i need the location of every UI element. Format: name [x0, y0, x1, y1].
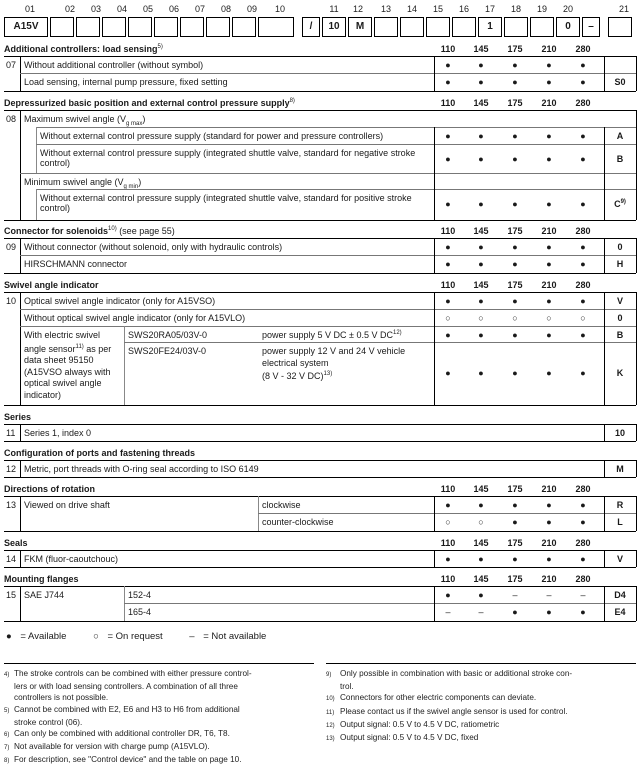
pos-11: 11 — [329, 4, 339, 14]
order-code: L — [617, 517, 623, 527]
size-175: 175 — [507, 280, 523, 290]
mark: ● — [546, 330, 552, 340]
mark: ○ — [546, 313, 552, 323]
mark: ● — [445, 199, 451, 209]
mark: ● — [546, 131, 552, 141]
code-cell-10 — [258, 17, 294, 37]
section-flanges — [4, 574, 636, 624]
size-145: 145 — [473, 98, 489, 108]
footnote: 12) Output signal: 0.5 V to 4.5 V DC, ratiometric — [326, 719, 500, 729]
max-swivel-label: Maximum swivel angle $(V_{g max})$ — [24, 114, 146, 127]
pos-07: 07 — [194, 4, 205, 14]
footnote-separator-left — [4, 663, 314, 664]
flange-label: 152-4 — [128, 590, 152, 600]
section-title: Configuration of ports and fastening threads — [4, 448, 195, 458]
pos-19: 19 — [536, 4, 547, 14]
code-cell-08 — [206, 17, 230, 37]
order-code: 0 — [617, 313, 623, 323]
legend-na-text: = Not available — [203, 631, 267, 642]
mark: ● — [512, 131, 518, 141]
size-210: 210 — [541, 484, 557, 494]
order-code: H — [616, 259, 624, 269]
type-code-row — [4, 17, 632, 37]
mark: ● — [478, 590, 484, 600]
row-label: Without additional controller (without symbol) — [24, 60, 204, 70]
section-swivel-indicator — [4, 280, 636, 408]
row-label: SAE J744 — [24, 590, 65, 600]
footnote-cont: lers or with load sensing controllers. A combination of all three — [14, 682, 238, 692]
order-code: A — [616, 131, 624, 141]
section-load-sensing — [4, 44, 636, 94]
mark: ● — [546, 60, 552, 70]
mark: ○ — [445, 517, 451, 527]
mark: ○ — [580, 313, 586, 323]
row-label: Metric, port threads with O-ring seal according to ISO 6149 — [24, 464, 259, 474]
code-cell-13 — [374, 17, 398, 37]
mark: ● — [546, 296, 552, 306]
mark: ● — [580, 607, 586, 617]
pos-06: 06 — [168, 4, 179, 14]
size-145: 145 — [473, 280, 489, 290]
size-280: 280 — [575, 280, 591, 290]
size-175: 175 — [507, 98, 523, 108]
size-145: 145 — [473, 538, 489, 548]
row-label: Without external control pressure supply (integrated shuttle valve, standard for positive stroke control) — [40, 193, 412, 214]
mark: ● — [546, 500, 552, 510]
mark: ● — [445, 368, 451, 378]
order-code: B — [616, 330, 624, 340]
code-pos20: 0 — [556, 17, 580, 37]
mark: – — [478, 607, 484, 617]
mark: ● — [546, 607, 552, 617]
electric-sensor-label: With electric swivel angle sensor$^{11)}$ as per data sheet 95150 (A15VSO always with optical swivel angle indicator) — [24, 330, 112, 400]
footnote: 13) Output signal: 0.5 V to 4.5 V DC, fixed — [326, 733, 479, 743]
mark: ● — [580, 554, 586, 564]
mark: ● — [546, 554, 552, 564]
row-index: 07 — [6, 60, 17, 70]
sensor-model: SWS20FE24/03V-0 — [128, 346, 207, 356]
row-index: 15 — [6, 590, 17, 600]
order-code: 10 — [614, 428, 625, 438]
mark: ● — [445, 242, 451, 252]
size-280: 280 — [575, 226, 591, 236]
row-label: Without connector (without solenoid, only with hydraulic controls) — [24, 242, 283, 252]
mark: ● — [445, 131, 451, 141]
size-175: 175 — [507, 44, 523, 54]
size-210: 210 — [541, 226, 557, 236]
mark: ● — [445, 500, 451, 510]
row-index: 13 — [6, 500, 17, 510]
mark: ● — [512, 330, 518, 340]
position-numbers — [0, 4, 644, 16]
mark: ● — [512, 199, 518, 209]
mark: ● — [478, 131, 484, 141]
mark: ● — [478, 60, 484, 70]
flange-label: 165-4 — [128, 607, 152, 617]
mark: ● — [580, 77, 586, 87]
size-175: 175 — [507, 484, 523, 494]
pos-18: 18 — [510, 4, 521, 14]
legend — [6, 632, 406, 643]
code-slash: / — [302, 17, 320, 37]
row-label: HIRSCHMANN connector — [24, 259, 128, 269]
min-swivel-label: Minimum swivel angle $(V_{g min})$ — [24, 177, 142, 190]
row-index: 08 — [6, 114, 17, 124]
code-cell-04 — [102, 17, 126, 37]
mark: ● — [546, 368, 552, 378]
size-145: 145 — [473, 226, 489, 236]
mark: ● — [580, 517, 586, 527]
legend-available-symbol: ● — [6, 631, 12, 642]
size-175: 175 — [507, 574, 523, 584]
mark: ● — [512, 554, 518, 564]
code-pos17: 1 — [478, 17, 502, 37]
sensor-supply: power supply 12 V and 24 V vehicle electrical system (8 V - 32 V DC)$^{13)}$ — [262, 346, 406, 381]
size-280: 280 — [575, 574, 591, 584]
pos-16: 16 — [458, 4, 469, 14]
footnote: 7) Not available for version with charge pump (A15VLO). — [4, 742, 210, 752]
mark: ● — [512, 259, 518, 269]
size-280: 280 — [575, 484, 591, 494]
code-cell-07 — [180, 17, 204, 37]
mark: ● — [478, 296, 484, 306]
size-110: 110 — [440, 538, 456, 548]
mark: – — [445, 607, 451, 617]
rotation-label: clockwise — [262, 500, 301, 510]
order-code: V — [616, 296, 623, 306]
pos-12: 12 — [352, 4, 363, 14]
section-ports — [4, 448, 636, 480]
legend-na-symbol: – — [189, 631, 195, 642]
mark: ● — [512, 77, 518, 87]
mark: ● — [478, 242, 484, 252]
size-110: 110 — [440, 44, 456, 54]
code-cell-06 — [154, 17, 178, 37]
mark: – — [546, 590, 552, 600]
section-title: Seals — [4, 538, 28, 548]
code-cell-03 — [76, 17, 100, 37]
mark: ● — [478, 199, 484, 209]
pos-15: 15 — [432, 4, 443, 14]
pos-13: 13 — [380, 4, 391, 14]
pos-01: 01 — [24, 4, 35, 14]
mark: ● — [445, 77, 451, 87]
mark: ● — [512, 242, 518, 252]
mark: – — [580, 590, 586, 600]
size-210: 210 — [541, 280, 557, 290]
pos-17: 17 — [484, 4, 495, 14]
pos-03: 03 — [90, 4, 101, 14]
code-series-no: 10 — [322, 17, 346, 37]
row-index: 12 — [6, 464, 17, 474]
mark: ○ — [478, 313, 484, 323]
rotation-label: counter-clockwise — [262, 517, 334, 527]
mark: ● — [478, 368, 484, 378]
footnote: 10) Connectors for other electric components can deviate. — [326, 693, 537, 703]
mark: ● — [445, 154, 451, 164]
mark: ● — [478, 77, 484, 87]
order-code: B — [616, 154, 624, 164]
code-cell-21 — [608, 17, 632, 37]
footnote: 4) The stroke controls can be combined with either pressure control- — [4, 669, 252, 678]
size-110: 110 — [440, 280, 456, 290]
footnote: 9) Only possible in combination with basic or additional stroke con- — [326, 669, 573, 678]
row-index: 09 — [6, 242, 17, 252]
footnote-cont: trol. — [340, 682, 354, 692]
code-cell-15 — [426, 17, 450, 37]
order-code: E4 — [614, 607, 626, 617]
size-145: 145 — [473, 484, 489, 494]
code-cell-19 — [530, 17, 554, 37]
size-280: 280 — [575, 44, 591, 54]
mark: ● — [546, 517, 552, 527]
section-title: Connector for solenoids$^{10)}$ (see page 55) — [4, 226, 175, 236]
mark: ● — [580, 60, 586, 70]
mark: ● — [478, 554, 484, 564]
footnotes-right — [326, 668, 642, 745]
mark: ● — [512, 607, 518, 617]
mark: ● — [478, 154, 484, 164]
size-110: 110 — [440, 484, 456, 494]
section-title: Directions of rotation — [4, 484, 96, 494]
pos-02: 02 — [64, 4, 75, 14]
mark: ● — [512, 517, 518, 527]
mark: ● — [512, 154, 518, 164]
size-175: 175 — [507, 538, 523, 548]
size-145: 145 — [473, 574, 489, 584]
code-thread: M — [348, 17, 372, 37]
row-index: 11 — [6, 428, 16, 438]
mark: ● — [478, 500, 484, 510]
mark: ● — [445, 330, 451, 340]
section-title: Additional controllers: load sensing$^{5)}$ — [4, 44, 163, 54]
footnote: 11) Please contact us if the swivel angle sensor is used for control. — [326, 706, 568, 716]
pos-14: 14 — [406, 4, 417, 14]
code-cell-14 — [400, 17, 424, 37]
order-code: R — [616, 500, 624, 510]
mark: ● — [580, 330, 586, 340]
size-210: 210 — [541, 538, 557, 548]
section-title: Depressurized basic position and external control pressure supply$^{8)}$ — [4, 98, 295, 108]
footnote-cont: stroke control (06). — [14, 717, 83, 727]
mark: ● — [546, 259, 552, 269]
row-index: 10 — [6, 296, 17, 306]
order-code: 0 — [617, 242, 623, 252]
mark: ● — [580, 154, 586, 164]
section-depressurized — [4, 98, 636, 222]
section-title: Series — [4, 412, 32, 422]
size-110: 110 — [440, 98, 456, 108]
row-label: Series 1, index 0 — [24, 428, 92, 438]
section-connector — [4, 226, 636, 276]
order-code: D4 — [614, 590, 626, 600]
mark: ● — [445, 259, 451, 269]
mark: ● — [512, 296, 518, 306]
code-cell-16 — [452, 17, 476, 37]
size-175: 175 — [507, 226, 523, 236]
pos-08: 08 — [220, 4, 231, 14]
size-210: 210 — [541, 44, 557, 54]
footnote: 5) Cannot be combined with E2, E6 and H3 to H6 from additional — [4, 704, 240, 714]
mark: ● — [580, 368, 586, 378]
mark: ○ — [512, 313, 518, 323]
mark: ● — [512, 500, 518, 510]
pos-21: 21 — [618, 4, 629, 14]
legend-request-symbol: ○ — [93, 631, 99, 642]
sensor-model: SWS20RA05/03V-0 — [128, 330, 208, 340]
mark: ● — [546, 242, 552, 252]
mark: ● — [546, 199, 552, 209]
section-rotation — [4, 484, 636, 534]
section-series — [4, 412, 636, 444]
size-145: 145 — [473, 44, 489, 54]
row-label: Viewed on drive shaft — [24, 500, 110, 510]
mark: ○ — [478, 517, 484, 527]
mark: ● — [546, 154, 552, 164]
row-index: 14 — [6, 554, 17, 564]
legend-available-text: = Available — [20, 631, 67, 642]
mark: ● — [580, 242, 586, 252]
row-label: Without external control pressure supply (standard for power and pressure controllers) — [40, 131, 384, 141]
pos-05: 05 — [142, 4, 153, 14]
footnotes-left — [4, 668, 320, 768]
section-title: Mounting flanges — [4, 574, 79, 584]
size-110: 110 — [440, 226, 456, 236]
mark: ● — [512, 368, 518, 378]
section-title: Swivel angle indicator — [4, 280, 99, 290]
order-code: M — [616, 464, 624, 474]
mark: ● — [445, 590, 451, 600]
mark: ● — [580, 199, 586, 209]
mark: ● — [580, 500, 586, 510]
mark: ● — [445, 60, 451, 70]
mark: ● — [580, 259, 586, 269]
row-label: Without external control pressure supply (integrated shuttle valve, standard for negative stroke control) — [40, 148, 416, 169]
order-code: V — [616, 554, 623, 564]
mark: ● — [445, 296, 451, 306]
footnote-separator-right — [326, 663, 636, 664]
code-cell-05 — [128, 17, 152, 37]
pos-09: 09 — [246, 4, 257, 14]
footnote: 6) Can only be combined with additional controller DR, T6, T8. — [4, 729, 230, 739]
row-label: FKM (fluor-caoutchouc) — [24, 554, 119, 564]
size-210: 210 — [541, 574, 557, 584]
row-label: Without optical swivel angle indicator (only for A15VLO) — [24, 313, 246, 323]
mark: ● — [580, 131, 586, 141]
footnote: 8) For description, see "Control device" and the table on page 10. — [4, 755, 242, 765]
row-label: Optical swivel angle indicator (only for A15VSO) — [24, 296, 216, 306]
order-code: $C^{9)}$ — [614, 199, 626, 209]
pos-20: 20 — [562, 4, 573, 14]
code-cell-02 — [50, 17, 74, 37]
order-code: S0 — [614, 77, 626, 87]
size-110: 110 — [440, 574, 456, 584]
code-cell-09 — [232, 17, 256, 37]
pos-10: 10 — [274, 4, 285, 14]
size-280: 280 — [575, 538, 591, 548]
code-series-name: A15V — [4, 17, 48, 37]
mark: ● — [478, 330, 484, 340]
order-code: K — [616, 368, 624, 378]
mark: – — [512, 590, 518, 600]
code-dash: – — [582, 17, 600, 37]
mark: ● — [546, 77, 552, 87]
mark: ● — [478, 259, 484, 269]
mark: ● — [445, 554, 451, 564]
size-280: 280 — [575, 98, 591, 108]
row-label: Load sensing, internal pump pressure, fixed setting — [24, 77, 228, 87]
code-cell-18 — [504, 17, 528, 37]
footnote-cont: controllers is not possible. — [14, 693, 109, 703]
mark: ● — [512, 60, 518, 70]
section-seals — [4, 538, 636, 570]
sensor-supply: power supply 5 V DC ± 0.5 V DC$^{12)}$ — [262, 330, 402, 340]
size-210: 210 — [541, 98, 557, 108]
legend-request-text: = On request — [107, 631, 163, 642]
mark: ● — [580, 296, 586, 306]
mark: ○ — [445, 313, 451, 323]
pos-04: 04 — [116, 4, 127, 14]
